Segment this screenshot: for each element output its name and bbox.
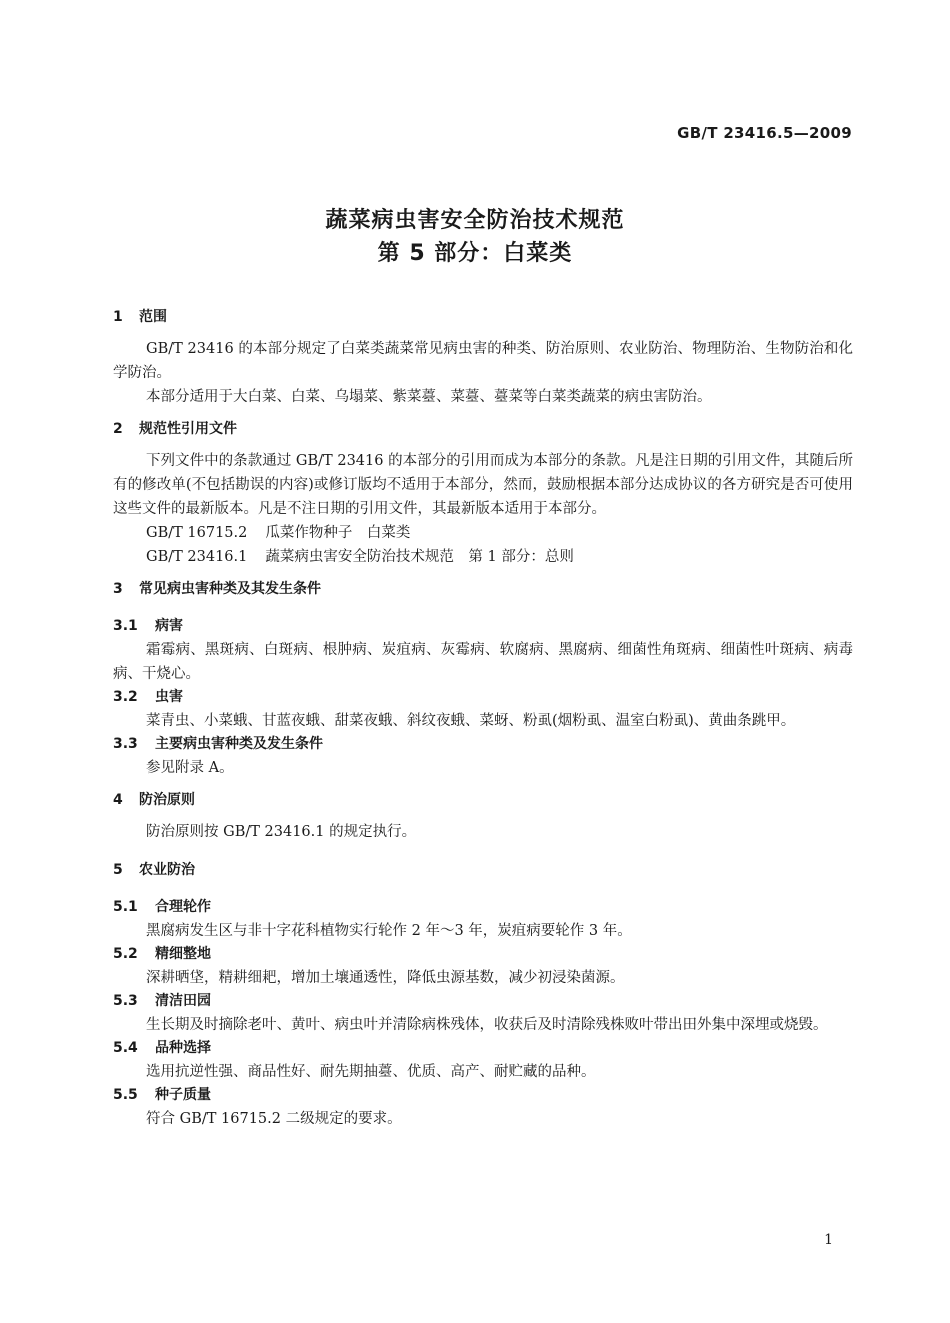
section-heading-5: 5 农业防治 — [113, 862, 195, 878]
paragraph: 本部分适用于大白菜、白菜、乌塌菜、紫菜薹、菜薹、薹菜等白菜类蔬菜的病虫害防治。 — [146, 389, 712, 405]
document-body — [113, 305, 853, 1131]
paragraph: GB/T 23416 的本部分规定了白菜类蔬菜常见病虫害的种类、防治原则、农业防治、物理防治、生物防治和化学防治。 — [113, 341, 853, 381]
subsection-heading: 5.4 品种选择 — [113, 1040, 211, 1056]
paragraph: 生长期及时摘除老叶、黄叶、病虫叶并清除病株残体，收获后及时清除残株败叶带出田外集中深埋或烧毁。 — [146, 1017, 828, 1033]
paragraph: 下列文件中的条款通过 GB/T 23416 的本部分的引用而成为本部分的条款。凡是注日期的引用文件，其随后所有的修改单(不包括勘误的内容)或修订版均不适用于本部分，然而，鼓励根据本部分达成协议的各方研究是否可使用这些文件的最新版本。凡是不注日期的引用文件，其最新版本适用于本部分。 — [113, 453, 853, 517]
subsection-heading: 3.1 病害 — [113, 618, 183, 634]
reference-item: GB/T 16715.2 瓜菜作物种子 白菜类 — [146, 525, 411, 541]
section-heading-1: 1 范围 — [113, 309, 167, 325]
paragraph: 防治原则按 GB/T 23416.1 的规定执行。 — [146, 824, 417, 840]
paragraph: 参见附录 A。 — [146, 760, 234, 776]
reference-item: GB/T 23416.1 蔬菜病虫害安全防治技术规范 第 1 部分：总则 — [146, 549, 574, 565]
subsection-heading: 5.2 精细整地 — [113, 946, 211, 962]
section-heading-2: 2 规范性引用文件 — [113, 421, 237, 437]
paragraph: 选用抗逆性强、商品性好、耐先期抽薹、优质、高产、耐贮藏的品种。 — [146, 1064, 596, 1080]
standard-code: GB/T 23416.5—2009 — [677, 124, 852, 142]
subsection-heading: 5.3 清洁田园 — [113, 993, 211, 1009]
paragraph: 霜霉病、黑斑病、白斑病、根肿病、炭疽病、灰霉病、软腐病、黑腐病、细菌性角斑病、细菌性叶斑病、病毒病、干烧心。 — [113, 642, 853, 682]
document-subtitle: 第 5 部分：白菜类 — [377, 241, 573, 266]
page-number: 1 — [824, 1232, 833, 1248]
document-title: 蔬菜病虫害安全防治技术规范 — [325, 208, 625, 233]
paragraph: 黑腐病发生区与非十字花科植物实行轮作 2 年～3 年，炭疽病要轮作 3 年。 — [146, 923, 632, 939]
subsection-heading: 3.3 主要病虫害种类及发生条件 — [113, 736, 323, 752]
paragraph: 菜青虫、小菜蛾、甘蓝夜蛾、甜菜夜蛾、斜纹夜蛾、菜蚜、粉虱(烟粉虱、温室白粉虱)、黄曲条跳甲。 — [146, 713, 796, 729]
subsection-heading: 5.5 种子质量 — [113, 1087, 211, 1103]
section-heading-3: 3 常见病虫害种类及其发生条件 — [113, 581, 321, 597]
paragraph: 符合 GB/T 16715.2 二级规定的要求。 — [146, 1111, 402, 1127]
subsection-heading: 5.1 合理轮作 — [113, 899, 211, 915]
paragraph: 深耕晒垡，精耕细耙，增加土壤通透性，降低虫源基数，减少初浸染菌源。 — [146, 970, 625, 986]
subsection-heading: 3.2 虫害 — [113, 689, 183, 705]
section-heading-4: 4 防治原则 — [113, 792, 195, 808]
